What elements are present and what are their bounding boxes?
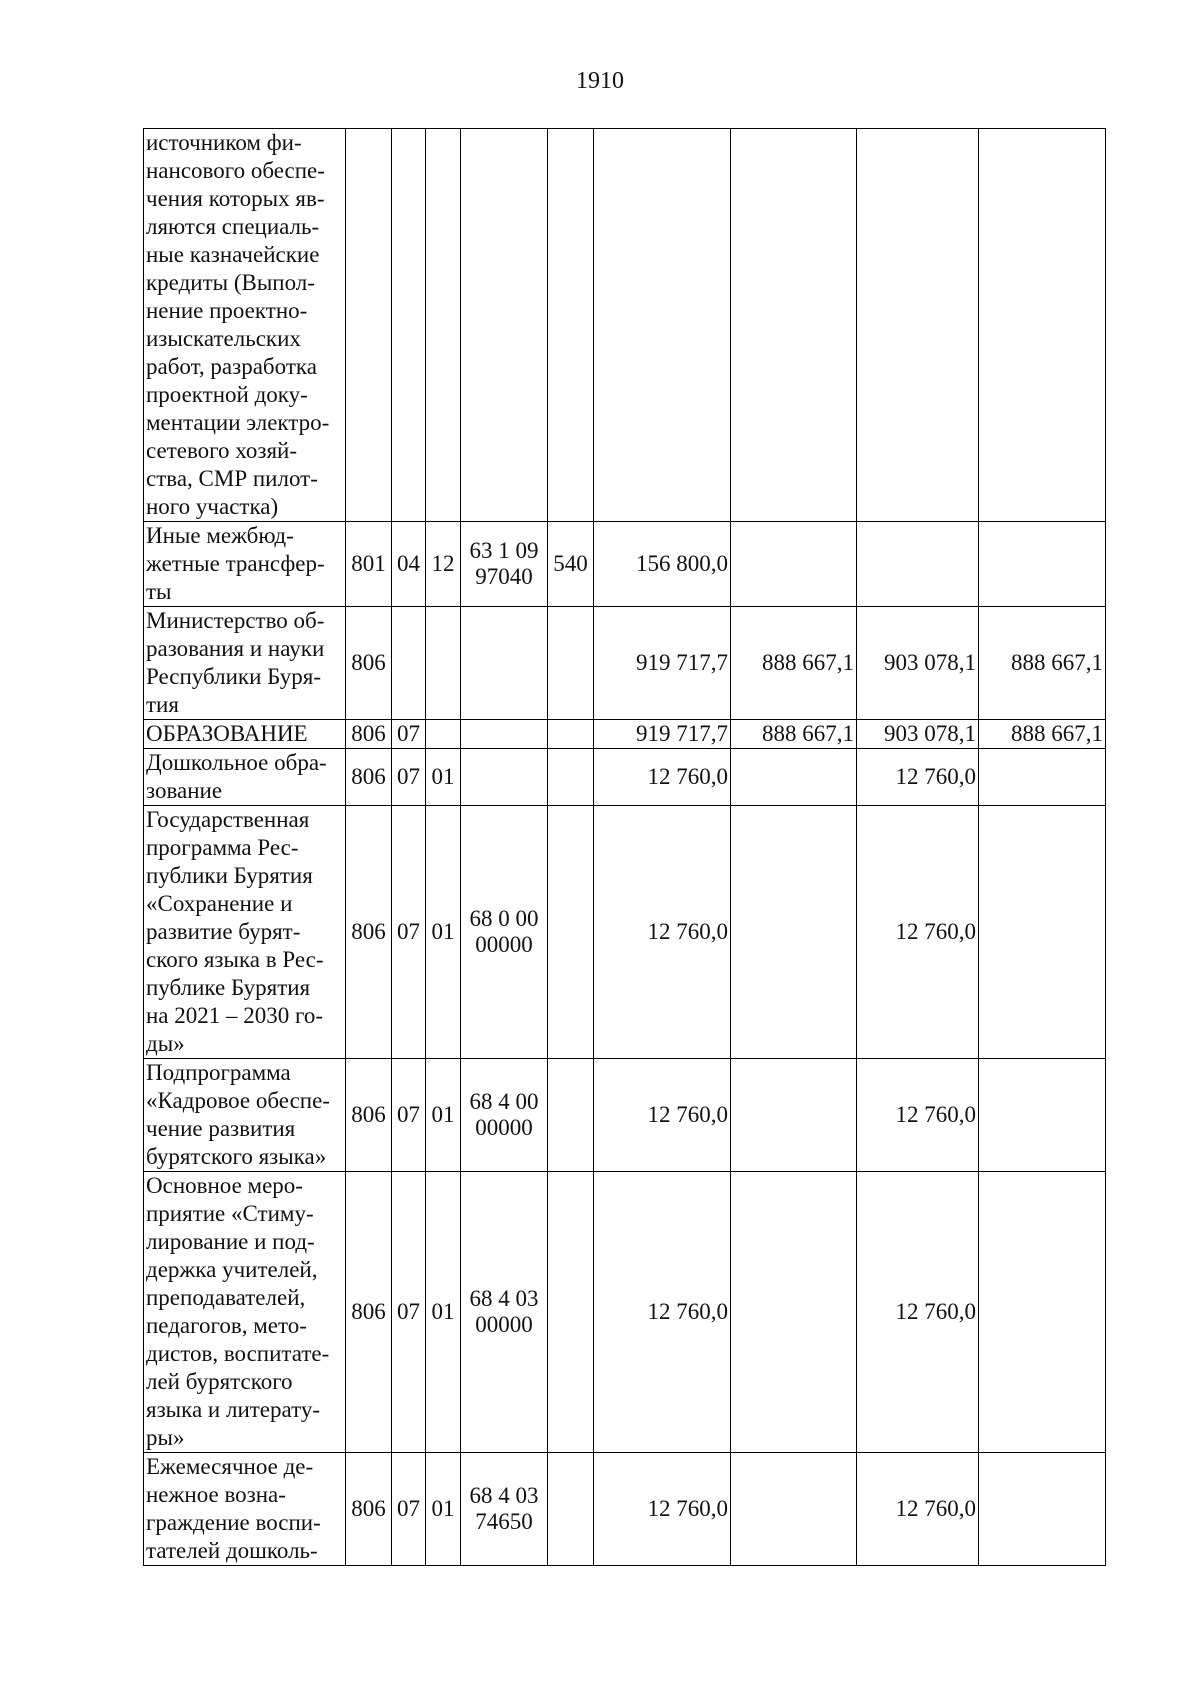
section-code: 04 bbox=[392, 522, 426, 607]
expense-type-code bbox=[548, 806, 594, 1059]
amount-4 bbox=[979, 129, 1106, 522]
expense-type-code bbox=[548, 749, 594, 806]
row-name-line: ды» bbox=[146, 1031, 185, 1056]
target-article-line: 97040 bbox=[475, 564, 533, 589]
row-name-line: изыскательских bbox=[146, 326, 301, 351]
table-body bbox=[144, 129, 1106, 1566]
target-article-code bbox=[461, 1172, 548, 1453]
target-article-line: 68 4 03 bbox=[469, 1483, 539, 1508]
amount-2 bbox=[731, 129, 857, 522]
row-name-line: ства, СМР пилот- bbox=[146, 466, 318, 491]
amount-1: 919 717,7 bbox=[594, 720, 731, 749]
amount-1: 12 760,0 bbox=[594, 806, 731, 1059]
amount-3: 903 078,1 bbox=[857, 720, 979, 749]
amount-3: 12 760,0 bbox=[857, 1059, 979, 1172]
amount-4: 888 667,1 bbox=[979, 720, 1106, 749]
row-name-line: Ежемесячное де- bbox=[146, 1454, 314, 1479]
row-name-line: ные казначейские bbox=[146, 242, 320, 267]
amount-3: 12 760,0 bbox=[857, 1453, 979, 1566]
target-article-code bbox=[461, 129, 548, 522]
amount-4 bbox=[979, 749, 1106, 806]
target-article-line: 00000 bbox=[475, 1312, 533, 1337]
amount-4 bbox=[979, 1059, 1106, 1172]
expense-type-code bbox=[548, 607, 594, 720]
subsection-code bbox=[426, 607, 461, 720]
amount-3: 12 760,0 bbox=[857, 1172, 979, 1453]
row-name-line: нансового обеспе- bbox=[146, 158, 325, 183]
amount-4 bbox=[979, 1453, 1106, 1566]
row-name-line: «Кадровое обеспе- bbox=[146, 1088, 330, 1113]
amount-3 bbox=[857, 522, 979, 607]
grbs-code bbox=[346, 129, 392, 522]
row-name-line: Министерство об- bbox=[146, 608, 325, 633]
target-article-line: 00000 bbox=[475, 932, 533, 957]
row-name-line: проектной доку- bbox=[146, 382, 308, 407]
row-name-line: публике Бурятия bbox=[146, 975, 311, 1000]
amount-3: 12 760,0 bbox=[857, 749, 979, 806]
row-name-line: ляются специаль- bbox=[146, 214, 320, 239]
target-article-line: 68 0 00 bbox=[469, 906, 539, 931]
row-name-line: ты bbox=[146, 579, 172, 604]
row-name-line: преподавателей, bbox=[146, 1285, 306, 1310]
row-name-line: на 2021 – 2030 го- bbox=[146, 1003, 324, 1028]
row-name-line: работ, разработка bbox=[146, 354, 317, 379]
target-article-code bbox=[461, 522, 548, 607]
expense-type-code bbox=[548, 1172, 594, 1453]
target-article-code bbox=[461, 749, 548, 806]
amount-3: 12 760,0 bbox=[857, 806, 979, 1059]
row-name-line: ного участка) bbox=[146, 494, 279, 519]
row-name bbox=[144, 720, 346, 749]
grbs-code: 801 bbox=[346, 522, 392, 607]
subsection-code bbox=[426, 720, 461, 749]
section-code bbox=[392, 607, 426, 720]
row-name bbox=[144, 1059, 346, 1172]
row-name-line: держка учителей, bbox=[146, 1257, 318, 1282]
subsection-code: 01 bbox=[426, 1059, 461, 1172]
amount-4: 888 667,1 bbox=[979, 607, 1106, 720]
row-name-line: языка и литерату- bbox=[146, 1397, 321, 1422]
section-code: 07 bbox=[392, 720, 426, 749]
section-code bbox=[392, 129, 426, 522]
row-name bbox=[144, 607, 346, 720]
table-row bbox=[144, 607, 1106, 720]
row-name bbox=[144, 806, 346, 1059]
section-code: 07 bbox=[392, 1172, 426, 1453]
expense-type-code bbox=[548, 720, 594, 749]
expense-type-code bbox=[548, 1453, 594, 1566]
row-name-line: ОБРАЗОВАНИЕ bbox=[146, 721, 308, 746]
target-article-code bbox=[461, 607, 548, 720]
grbs-code: 806 bbox=[346, 749, 392, 806]
amount-1: 12 760,0 bbox=[594, 1059, 731, 1172]
amount-1: 156 800,0 bbox=[594, 522, 731, 607]
table-row bbox=[144, 522, 1106, 607]
row-name-line: лирование и под- bbox=[146, 1229, 315, 1254]
row-name-line: Республики Буря- bbox=[146, 664, 322, 689]
amount-2 bbox=[731, 1453, 857, 1566]
amount-2 bbox=[731, 806, 857, 1059]
row-name bbox=[144, 1172, 346, 1453]
target-article-line: 68 4 03 bbox=[469, 1286, 539, 1311]
subsection-code: 01 bbox=[426, 806, 461, 1059]
table-row bbox=[144, 1059, 1106, 1172]
row-name-line: приятие «Стиму- bbox=[146, 1201, 314, 1226]
amount-3: 903 078,1 bbox=[857, 607, 979, 720]
row-name-line: разования и науки bbox=[146, 636, 325, 661]
amount-1: 12 760,0 bbox=[594, 1453, 731, 1566]
row-name-line: развитие бурят- bbox=[146, 919, 301, 944]
row-name-line: граждение воспи- bbox=[146, 1510, 321, 1535]
row-name-line: Подпрограмма bbox=[146, 1060, 291, 1085]
grbs-code: 806 bbox=[346, 1172, 392, 1453]
target-article-code bbox=[461, 806, 548, 1059]
expense-type-code bbox=[548, 1059, 594, 1172]
section-code: 07 bbox=[392, 1059, 426, 1172]
amount-2 bbox=[731, 749, 857, 806]
amount-3 bbox=[857, 129, 979, 522]
amount-4 bbox=[979, 522, 1106, 607]
row-name-line: кредиты (Выпол- bbox=[146, 270, 315, 295]
row-name bbox=[144, 522, 346, 607]
row-name-line: жетные трансфер- bbox=[146, 551, 325, 576]
subsection-code: 01 bbox=[426, 749, 461, 806]
page-number: 1910 bbox=[576, 68, 624, 94]
row-name-line: тия bbox=[146, 692, 179, 717]
row-name-line: ры» bbox=[146, 1425, 185, 1450]
table-row bbox=[144, 1453, 1106, 1566]
row-name-line: сетевого хозяй- bbox=[146, 438, 298, 463]
budget-table bbox=[143, 128, 1106, 1566]
table-row bbox=[144, 749, 1106, 806]
amount-4 bbox=[979, 1172, 1106, 1453]
row-name-line: ментации электро- bbox=[146, 410, 330, 435]
grbs-code: 806 bbox=[346, 1453, 392, 1566]
row-name-line: зование bbox=[146, 778, 223, 803]
row-name-line: Государственная bbox=[146, 807, 310, 832]
target-article-code bbox=[461, 720, 548, 749]
row-name-line: источником фи- bbox=[146, 130, 302, 155]
target-article-line: 68 4 00 bbox=[469, 1089, 539, 1114]
table-row bbox=[144, 1172, 1106, 1453]
amount-4 bbox=[979, 806, 1106, 1059]
row-name-line: Дошкольное обра- bbox=[146, 750, 327, 775]
amount-1 bbox=[594, 129, 731, 522]
section-code: 07 bbox=[392, 1453, 426, 1566]
amount-1: 919 717,7 bbox=[594, 607, 731, 720]
amount-2 bbox=[731, 522, 857, 607]
row-name-line: чение развития bbox=[146, 1116, 296, 1141]
grbs-code: 806 bbox=[346, 720, 392, 749]
row-name-line: нежное возна- bbox=[146, 1482, 286, 1507]
row-name-line: педагогов, мето- bbox=[146, 1313, 307, 1338]
amount-1: 12 760,0 bbox=[594, 749, 731, 806]
row-name-line: лей бурятского bbox=[146, 1369, 293, 1394]
row-name-line: чения которых яв- bbox=[146, 186, 325, 211]
row-name bbox=[144, 129, 346, 522]
row-name-line: дистов, воспитате- bbox=[146, 1341, 330, 1366]
target-article-line: 74650 bbox=[475, 1509, 533, 1534]
row-name-line: программа Рес- bbox=[146, 835, 299, 860]
target-article-line: 00000 bbox=[475, 1115, 533, 1140]
row-name-line: Иные межбюд- bbox=[146, 523, 294, 548]
row-name-line: публики Бурятия bbox=[146, 863, 313, 888]
grbs-code: 806 bbox=[346, 1059, 392, 1172]
subsection-code: 01 bbox=[426, 1172, 461, 1453]
row-name-line: тателей дошколь- bbox=[146, 1538, 318, 1563]
row-name-line: нение проектно- bbox=[146, 298, 308, 323]
amount-2: 888 667,1 bbox=[731, 720, 857, 749]
row-name-line: Основное меро- bbox=[146, 1173, 303, 1198]
row-name bbox=[144, 749, 346, 806]
table-row bbox=[144, 720, 1106, 749]
section-code: 07 bbox=[392, 749, 426, 806]
amount-2 bbox=[731, 1172, 857, 1453]
section-code: 07 bbox=[392, 806, 426, 1059]
row-name bbox=[144, 1453, 346, 1566]
target-article-code bbox=[461, 1059, 548, 1172]
table-row bbox=[144, 129, 1106, 522]
amount-2 bbox=[731, 1059, 857, 1172]
subsection-code: 01 bbox=[426, 1453, 461, 1566]
subsection-code: 12 bbox=[426, 522, 461, 607]
row-name-line: ского языка в Рес- bbox=[146, 947, 324, 972]
row-name-line: бурятского языка» bbox=[146, 1144, 327, 1169]
subsection-code bbox=[426, 129, 461, 522]
grbs-code: 806 bbox=[346, 806, 392, 1059]
table-row bbox=[144, 806, 1106, 1059]
grbs-code: 806 bbox=[346, 607, 392, 720]
expense-type-code: 540 bbox=[548, 522, 594, 607]
amount-1: 12 760,0 bbox=[594, 1172, 731, 1453]
target-article-code bbox=[461, 1453, 548, 1566]
amount-2: 888 667,1 bbox=[731, 607, 857, 720]
row-name-line: «Сохранение и bbox=[146, 891, 293, 916]
expense-type-code bbox=[548, 129, 594, 522]
target-article-line: 63 1 09 bbox=[469, 538, 539, 563]
